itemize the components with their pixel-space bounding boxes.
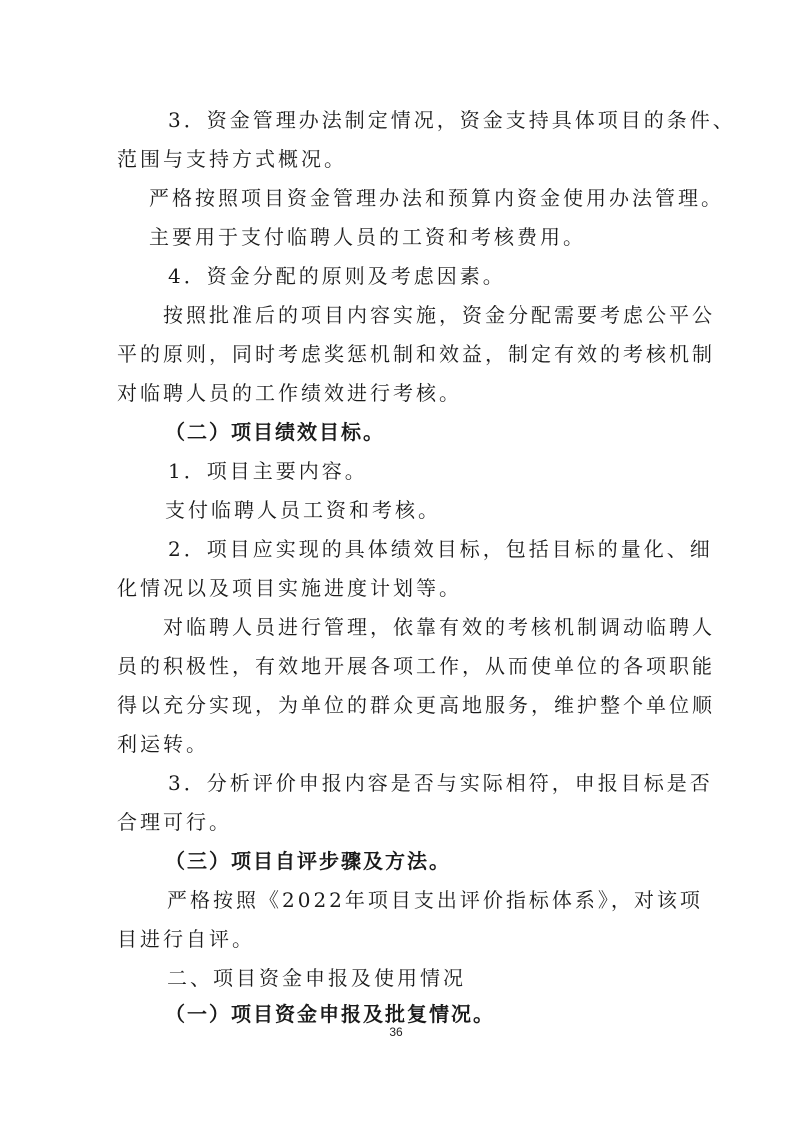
section-heading: （三）项目自评步骤及方法。 xyxy=(165,849,451,873)
text-line: 平的原则，同时考虑奖惩机制和效益，制定有效的考核机制 xyxy=(117,342,715,366)
text-line: 1．项目主要内容。 xyxy=(168,459,368,483)
text-line: 3．分析评价申报内容是否与实际相符，申报目标是否 xyxy=(168,771,713,795)
page-number: 36 xyxy=(389,1025,403,1039)
text-line: 2．项目应实现的具体绩效目标，包括目标的量化、细 xyxy=(168,537,713,561)
text-line: 化情况以及项目实施进度计划等。 xyxy=(117,576,462,600)
chapter-heading: 二、项目资金申报及使用情况 xyxy=(167,966,466,990)
text-line: 3．资金管理办法制定情况，资金支持具体项目的条件、 xyxy=(168,108,736,132)
text-line: 合理可行。 xyxy=(117,810,232,834)
text-line: 对临聘人员进行管理，依靠有效的考核机制调动临聘人 xyxy=(163,615,715,639)
text-line: 严格按照《2022年项目支出评价指标体系》，对该项 xyxy=(167,888,703,912)
text-line: 按照批准后的项目内容实施，资金分配需要考虑公平公 xyxy=(163,303,715,327)
text-line: 范围与支持方式概况。 xyxy=(117,147,347,171)
text-line: 利运转。 xyxy=(117,732,209,756)
text-line: 对临聘人员的工作绩效进行考核。 xyxy=(117,381,462,405)
section-heading: （一）项目资金申报及批复情况。 xyxy=(165,1002,495,1026)
section-heading: （二）项目绩效目标。 xyxy=(165,420,385,444)
text-line: 4．资金分配的原则及考虑因素。 xyxy=(168,264,506,288)
text-line: 支付临聘人员工资和考核。 xyxy=(165,498,441,522)
text-line: 得以充分实现，为单位的群众更高地服务，维护整个单位顺 xyxy=(117,693,715,717)
text-line: 目进行自评。 xyxy=(117,927,255,951)
text-line: 严格按照项目资金管理办法和预算内资金使用办法管理。 xyxy=(149,186,724,210)
text-line: 主要用于支付临聘人员的工资和考核费用。 xyxy=(149,225,586,249)
text-line: 员的积极性，有效地开展各项工作，从而使单位的各项职能 xyxy=(117,654,715,678)
